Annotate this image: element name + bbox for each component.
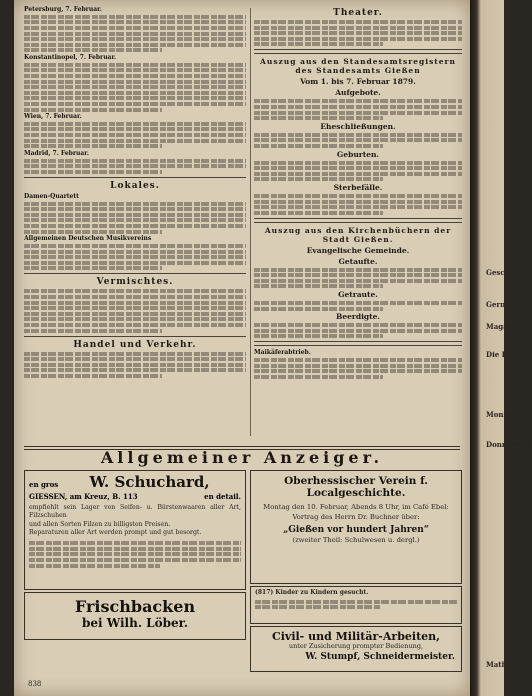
news-lead-konstantinopel: Konstantinopel, 7. Februar. <box>24 53 117 61</box>
schuchard-ad <box>24 470 246 590</box>
kirchen-heading: Auszug aus den Kirchenbüchern der Stadt Gießen. <box>264 225 452 244</box>
handel-heading: Handel und Verkehr. <box>73 339 197 350</box>
verein-date: Montag den 10. Februar, Abends 8 Uhr, im Café Ebel: <box>263 503 449 511</box>
verein-note: (zweiter Theil: Schulwesen u. dergl.) <box>292 536 420 544</box>
eheschliessungen-heading: Eheschließungen. <box>320 121 396 131</box>
sterbefaelle-heading: Sterbefälle. <box>333 182 383 192</box>
anzeiger-heading: Allgemeiner Anzeiger. <box>100 448 384 467</box>
adjacent-page-edge <box>470 0 532 696</box>
edge-fragment: Geschäft <box>486 268 521 277</box>
kinder-ad-text: (817) Kinder zu Kindern gesucht. <box>255 589 369 596</box>
verein-vortrag: Vortrag des Herrn Dr. Buchner über: <box>292 513 420 521</box>
schuchard-address: GIESSEN, am Kreuz, B. 113 <box>29 492 138 501</box>
left-column <box>24 6 246 446</box>
civil-ad <box>250 626 462 672</box>
aufgebote-heading: Aufgebote. <box>335 88 381 98</box>
standesamt-dates: Vom 1. bis 7. Februar 1879. <box>300 77 416 87</box>
beerdigte-heading: Beerdigte. <box>335 312 381 322</box>
civil-signature: W. Stumpf, Schneidermeister. <box>305 652 455 663</box>
theater-heading: Theater. <box>333 8 383 18</box>
standesamt-heading: Auszug aus den Standesamtsregistern des Standesamts Gießen <box>260 57 456 76</box>
news-lead-petersburg: Petersburg, 7. Februar. <box>24 6 102 13</box>
column-divider <box>250 8 251 436</box>
verein-topic: „Gießen vor hundert Jahren“ <box>283 525 429 535</box>
schuchard-line-1: empfiehlt sein Lager von Seifen- u. Bürstenwaaren aller Art, Filzschuhen <box>29 504 241 520</box>
news-lead-wien: Wien, 7. Februar. <box>24 113 82 121</box>
newspaper-page <box>14 0 470 696</box>
frischbacken-line-2: bei Wilh. Löber. <box>81 616 189 630</box>
civil-sub: unter Zusicherung prompter Bedienung, <box>288 642 424 650</box>
frischbacken-ad <box>24 592 246 640</box>
news-lead-madrid: Madrid, 7. Februar. <box>24 149 89 157</box>
lokales-heading: Lokales. <box>110 180 160 191</box>
edge-fragment: Mathe <box>486 660 512 669</box>
geburten-heading: Geburten. <box>336 149 380 159</box>
maikaefer-lead: Maikäferabtrieb. <box>254 349 311 357</box>
verein-title: Oberhessischer Verein f. Localgeschichte. <box>284 475 428 499</box>
frischbacken-line-1: Frischbacken <box>74 597 196 616</box>
schuchard-line-2: und allen Sorten Filzen zu billigsten Preisen. <box>29 520 171 528</box>
page-number: 838 <box>28 680 42 688</box>
edge-fragment: Moning <box>486 410 517 419</box>
schuchard-en-gros: en gros <box>29 480 59 489</box>
getaufte-heading: Getaufte. <box>338 256 378 266</box>
schuchard-name: W. Schuchard, <box>89 473 210 491</box>
schuchard-en-detail: en detail. <box>204 492 241 501</box>
vermischtes-heading: Vermischtes. <box>96 277 174 288</box>
edge-fragment: Die Hol <box>486 350 516 359</box>
schuchard-line-3: Reparaturen aller Art werden prompt und gut besorgt. <box>29 529 202 537</box>
edge-fragment: Donnerstag <box>486 440 532 449</box>
verein-ad <box>250 470 462 584</box>
civil-title: Civil- und Militär-Arbeiten, <box>272 630 440 643</box>
kinder-ad <box>250 586 462 624</box>
lokales-quartet: Damen-Quartett <box>24 192 79 200</box>
edge-fragment: Gernunn <box>486 300 521 309</box>
right-column <box>254 6 462 446</box>
getraute-heading: Getraute. <box>338 290 378 300</box>
edge-fragment: Magazin <box>486 322 520 331</box>
lokales-musikverein: Allgemeinen Deutschen Musikvereins <box>24 235 152 243</box>
kirchen-subheading: Evangelische Gemeinde. <box>306 245 410 255</box>
